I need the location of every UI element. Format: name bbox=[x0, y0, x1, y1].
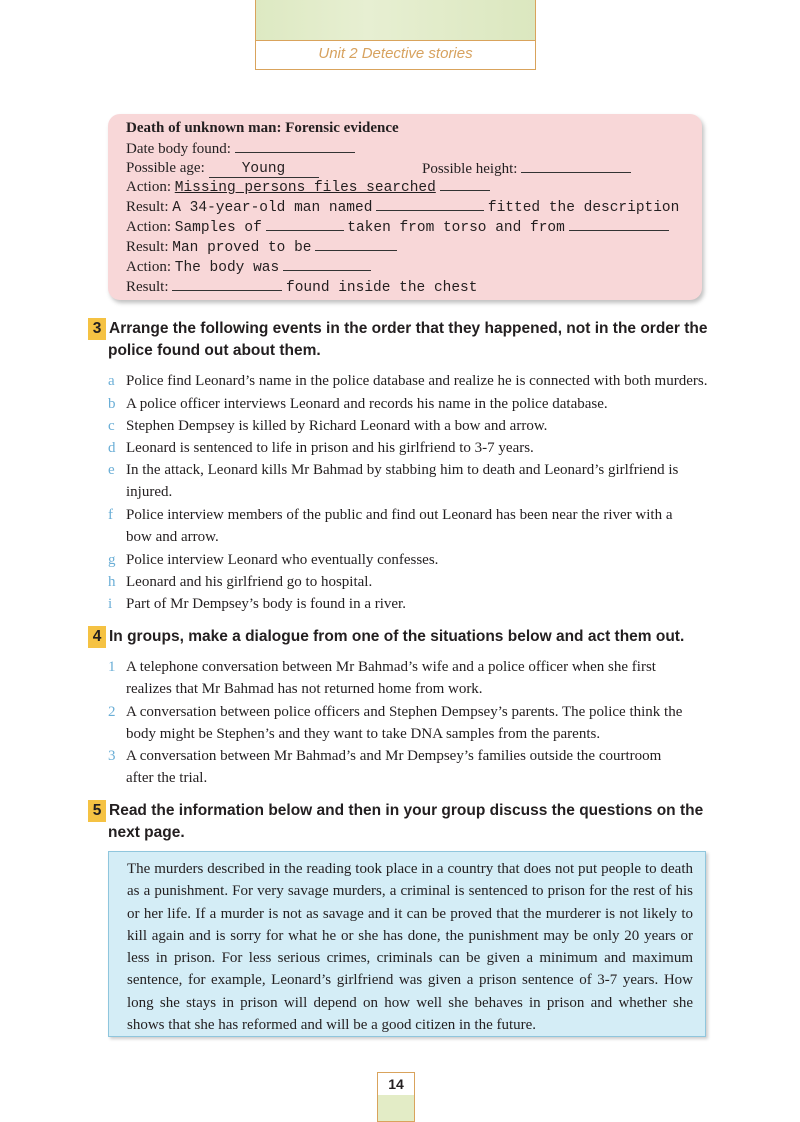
item-marker: f bbox=[108, 507, 113, 523]
list-item bbox=[108, 370, 708, 392]
action3-pre: The body was bbox=[174, 260, 280, 276]
task5-line2: next page. bbox=[108, 824, 185, 841]
list-item bbox=[108, 656, 708, 700]
result1-label: Result: bbox=[126, 199, 169, 215]
page-number: 14 bbox=[377, 1072, 415, 1096]
unit-title: Unit 2 Detective stories bbox=[318, 45, 473, 62]
item-marker: g bbox=[108, 552, 116, 568]
unit-header bbox=[255, 0, 536, 70]
item-text: Leonard is sentenced to life in prison and his girlfriend to 3-7 years. bbox=[126, 440, 534, 456]
task5-instruction bbox=[88, 800, 708, 844]
item-text: A conversation between Mr Bahmad’s and Mr Dempsey’s families outside the courtroom bbox=[126, 748, 662, 764]
item-text-cont: injured. bbox=[126, 484, 173, 500]
item-marker: h bbox=[108, 574, 116, 590]
item-marker: c bbox=[108, 418, 115, 434]
list-item bbox=[108, 571, 708, 593]
action2-label: Action: bbox=[126, 219, 171, 235]
item-marker: i bbox=[108, 596, 113, 612]
date-found-row bbox=[126, 140, 355, 158]
item-marker: 3 bbox=[108, 748, 116, 764]
result3-post: found inside the chest bbox=[286, 280, 478, 296]
item-marker: 1 bbox=[108, 659, 116, 675]
height-label: Possible height: bbox=[422, 161, 518, 177]
result2-row bbox=[126, 238, 397, 256]
task4-instruction bbox=[88, 626, 708, 648]
item-marker: e bbox=[108, 462, 115, 478]
task5-line1: Read the information below and then in your group discuss the questions on the bbox=[109, 802, 704, 819]
task5-number: 5 bbox=[88, 800, 106, 822]
list-item bbox=[108, 459, 708, 503]
age-row bbox=[126, 160, 319, 178]
list-item bbox=[108, 437, 708, 459]
action1-text: Missing persons files searched bbox=[174, 180, 436, 196]
item-marker: d bbox=[108, 440, 116, 456]
forensic-evidence-box bbox=[108, 114, 702, 300]
task4-number: 4 bbox=[88, 626, 106, 648]
item-text: A telephone conversation between Mr Bahmad’s wife and a police officer when she first bbox=[126, 659, 656, 675]
task4-line1: In groups, make a dialogue from one of the situations below and act them out. bbox=[109, 628, 685, 645]
action3-row bbox=[126, 258, 371, 276]
result3-label: Result: bbox=[126, 279, 169, 295]
action2-row bbox=[126, 218, 669, 236]
item-text-cont: bow and arrow. bbox=[126, 529, 219, 545]
result2-blank bbox=[315, 238, 397, 251]
result1-row bbox=[126, 198, 679, 216]
result3-blank bbox=[172, 278, 282, 291]
date-label: Date body found: bbox=[126, 141, 231, 157]
result1-post: fitted the description bbox=[487, 200, 680, 216]
item-text: A police officer interviews Leonard and records his name in the police database. bbox=[126, 396, 608, 412]
task3-line2: police found out about them. bbox=[108, 342, 321, 359]
list-item bbox=[108, 504, 708, 548]
result2-pre: Man proved to be bbox=[172, 240, 312, 256]
result1-blank bbox=[376, 198, 484, 211]
action2-blank-1 bbox=[266, 218, 344, 231]
list-item bbox=[108, 701, 708, 745]
list-item bbox=[108, 415, 708, 437]
height-blank bbox=[521, 160, 631, 173]
action1-label: Action: bbox=[126, 179, 171, 195]
page-tab-decoration bbox=[377, 1095, 415, 1122]
list-item bbox=[108, 745, 708, 789]
item-text: Police interview members of the public and find out Leonard has been near the river with a bbox=[126, 507, 673, 523]
action2-mid: taken from torso and from bbox=[347, 220, 565, 236]
item-text: Part of Mr Dempsey’s body is found in a river. bbox=[126, 596, 406, 612]
list-item bbox=[108, 393, 708, 415]
list-item bbox=[108, 549, 708, 571]
age-value bbox=[209, 160, 319, 178]
date-blank bbox=[235, 140, 355, 153]
item-text-cont: body might be Stephen’s and they want to take DNA samples from the parents. bbox=[126, 726, 601, 742]
task3-line1: Arrange the following events in the order that they happened, not in the order the bbox=[109, 320, 708, 337]
action2-pre: Samples of bbox=[174, 220, 262, 236]
task3-number: 3 bbox=[88, 318, 106, 340]
item-text: Stephen Dempsey is killed by Richard Leonard with a bow and arrow. bbox=[126, 418, 548, 434]
item-text-cont: after the trial. bbox=[126, 770, 208, 786]
task3-instruction bbox=[88, 318, 708, 362]
age-label: Possible age: bbox=[126, 160, 205, 176]
action3-label: Action: bbox=[126, 259, 171, 275]
action1-blank bbox=[440, 178, 490, 191]
list-item bbox=[108, 593, 708, 615]
age-value-text: Young bbox=[241, 161, 286, 177]
result3-row bbox=[126, 278, 477, 296]
height-row bbox=[422, 160, 631, 178]
information-box bbox=[108, 851, 706, 1037]
item-text: A conversation between police officers and Stephen Dempsey’s parents. The police think the bbox=[126, 704, 683, 720]
action1-row bbox=[126, 178, 490, 196]
evidence-title: Death of unknown man: Forensic evidence bbox=[126, 120, 399, 136]
header-illustration bbox=[256, 0, 535, 41]
item-text: In the attack, Leonard kills Mr Bahmad by stabbing him to death and Leonard’s girlfriend is bbox=[126, 462, 679, 478]
item-marker: 2 bbox=[108, 704, 116, 720]
item-text: Police interview Leonard who eventually confesses. bbox=[126, 552, 439, 568]
information-text: The murders described in the reading took place in a country that does not put people to death as a punishment. For very savage murders, a criminal is sentenced to prison for the rest of his or her life. If a murder is not as savage and it can be proved that the murderer is not likely to kill again and is sorry for what he or she has done, the punishment may be only 20 years or less in prison. For less serious crimes, criminals can be given a minimum and maximum sentence, for example, Leonard’s girlfriend was given a prison sentence of 3-7 years. How long she stays in prison will depend on how well she behaves in prison and whether she shows that she has reformed and will be a good citizen in the future. bbox=[127, 861, 693, 1034]
item-text-cont: realizes that Mr Bahmad has not returned home from work. bbox=[126, 681, 483, 697]
result1-pre: A 34-year-old man named bbox=[172, 200, 373, 216]
item-text: Police find Leonard’s name in the police database and realize he is connected with both murders. bbox=[126, 373, 708, 389]
action3-blank bbox=[283, 258, 371, 271]
item-marker: b bbox=[108, 396, 116, 412]
result2-label: Result: bbox=[126, 239, 169, 255]
action2-blank-2 bbox=[569, 218, 669, 231]
item-marker: a bbox=[108, 373, 115, 389]
item-text: Leonard and his girlfriend go to hospital. bbox=[126, 574, 373, 590]
